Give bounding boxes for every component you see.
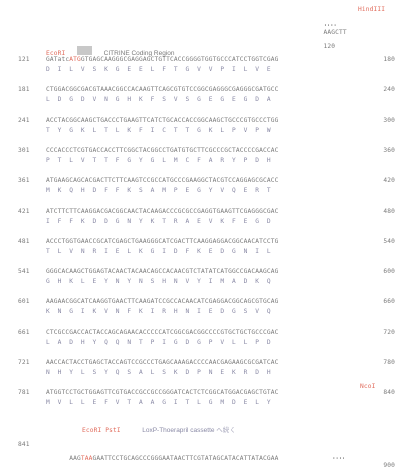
line-number-end: 720 [383,328,395,336]
nucleotide-sequence [46,238,279,245]
line-number-start: 481 [18,237,30,245]
seq-segment: ATCTTCTTCAAGGACGACGGCAACTACAAGACCCGCGCCGAGGTGAAGTTCGAGGGCGAC [46,207,279,215]
nucleotide-sequence [46,329,279,336]
line-number-end: 240 [383,86,395,94]
sequence-block [0,329,405,349]
seq-segment: GATatc [46,56,70,63]
nucleotide-sequence [46,298,279,305]
seq-segment: ATGAAGCAGCACGACTTCTTCAAGTCCGCCATGCCCGAAGGCTACGTCCAGGAGCGCACC [46,177,279,185]
top-sequence: AAGCTT [323,29,347,36]
sequence-block [0,208,405,228]
amino-acid-translation: T L V N R I E L K G I D F K E D G N I L [46,247,271,255]
line-number-start: 301 [18,146,30,154]
line-number-end: 180 [383,56,395,63]
sequence-block [0,177,405,197]
amino-acid-translation: I F F K D D G N Y K T R A E V K F E G D [46,217,271,225]
sequence-block [0,359,405,379]
sequence-block [0,86,405,106]
ecori-psti-label: EcoRI PstI [82,427,121,434]
line-number-end: 600 [383,268,395,276]
amino-acid-translation: L A D H Y Q Q N T P I G D G P V L L P D [46,338,271,346]
nucleotide-sequence [46,56,279,63]
nucleotide-sequence [46,268,279,275]
amino-acid-translation: T Y G K L T L K F I C T T G K L P V P W [46,126,271,134]
highlight-box [77,46,92,55]
line-number-end: 900 [383,462,395,469]
stop-codon: TAA [80,455,93,462]
bottom-annotation-line [82,425,236,434]
sequence-block [0,389,405,409]
nucleotide-sequence [46,208,279,215]
line-number-end: 540 [383,237,395,245]
nucleotide-sequence [46,389,279,396]
seq-segment: CTCGCCGACCACTACCAGCAGAACACCCCCATCGGCGACGGCCCCGTGCTGCTGCCCGAC [46,328,279,336]
line-number-end: 300 [383,116,395,124]
continuation-dots: ···· [323,22,337,29]
nucleotide-sequence [46,359,279,366]
ncoi-label: NcoI [360,383,376,390]
sequence-block [0,298,405,318]
amino-acid-translation: D I L V S K G E E L F T G V V P I L V E [46,66,271,73]
top-line-number: 120 [323,43,336,50]
line-number-start: 601 [18,298,30,306]
ecori-label: EcoRI [46,50,66,57]
sequence-block [0,56,405,76]
amino-acid-translation: K N G I K V N F K I R H N I E D G S V Q [46,308,271,316]
line-number-end: 480 [383,207,395,215]
line-number-start: 241 [18,116,30,124]
nucleotide-sequence [46,177,279,184]
seq-segment: AAGAACGGCATCAAGGTGAACTTCAAGATCCGCCACAACATCGAGGACGGCAGCGTGCAG [46,298,279,306]
cassette-label: LoxP-Thoerapril cassette へ続く [142,427,236,434]
seq-segment: AACCACTACCTGAGCTACCAGTCCGCCCTGAGCAAAGACCCCAACGAGAAGCGCGATCAC [46,359,279,366]
sequence-block [0,147,405,167]
seq-segment: GTGAGCAAGGGCGAGGAGCTGTTCACCGGGGTGGTGCCCATCCTGGTCGAG [80,56,279,63]
line-number-start: 841 [18,441,30,448]
amino-acid-translation: M V L L E F V T A A G I T L G M D E L Y [46,399,271,407]
seq-segment: GAATTCCTGCAGCCCGGGAATAACTTCGTATAGCATACATTATACGAA [92,455,279,462]
region-title: CITRINE Coding Region [103,50,175,57]
sequence-block [0,238,405,258]
amino-acid-translation: M K Q H D F F K S A M P E G Y V Q E R T [46,187,271,195]
line-number-start: 361 [18,177,30,185]
seq-segment: ACCCTGGTGAACCGCATCGAGCTGAAGGGCATCGACTTCAAGGAGGACGGCAACATCCTG [46,237,279,245]
nucleotide-sequence [46,147,279,154]
line-number-start: 181 [18,86,30,94]
seq-segment: ACCTACGGCAAGCTGACCCTGAAGTTCATCTGCACCACCGGCAAGCTGCCCGTGCCCTGG [46,116,279,124]
line-number-start: 721 [18,359,30,366]
line-number-start: 421 [18,207,30,215]
amino-acid-translation: P T L V T T F G Y G L M C F A R Y P D H [46,156,271,164]
start-codon: ATG [69,56,81,63]
line-number-end: 660 [383,298,395,306]
line-number-start: 781 [18,389,30,397]
amino-acid-translation: G H K L E Y N Y N S H N V Y I M A D K Q [46,278,271,286]
line-number-end: 840 [383,389,395,397]
nucleotide-sequence [46,117,279,124]
seq-segment: GGGCACAAGCTGGAGTACAACTACAACAGCCACAACGTCTATATCATGGCCGACAAGCAG [46,268,279,276]
line-number-start: 661 [18,328,30,336]
sequence-block [0,268,405,288]
seq-segment: CCCACCCTCGTGACCACCTTCGGCTACGGCCTGATGTGCTTCGCCCGCTACCCCGACCAC [46,146,279,154]
top-sequence-line [308,15,347,57]
seq-segment: AAG [69,455,81,462]
sequence-block [0,117,405,137]
seq-segment: CTGGACGGCGACGTAAACGGCCACAAGTTCAGCGTGTCCGGCGAGGGCGAGGGCGATGCC [46,86,279,94]
line-number-start: 121 [18,56,30,63]
amino-acid-translation: N H Y L S Y Q S A L S K D P N E K R D H [46,369,271,376]
line-number-end: 420 [383,177,395,185]
bottom-sequence [46,448,279,469]
nucleotide-sequence [46,86,279,93]
line-number-end: 780 [383,359,395,366]
amino-acid-translation: L D G D V N G H K F S V S G E G E G D A [46,96,271,104]
hindiii-label: HindIII [358,6,386,13]
continuation-dots: ···· [332,455,345,462]
bottom-sequence-row [0,434,405,469]
line-number-end: 360 [383,146,395,154]
line-number-start: 541 [18,268,30,276]
seq-segment: ATGGTCCTGCTGGAGTTCGTGACCGCCGCCGGGATCACTCTCGGCATGGACGAGCTGTAC [46,389,279,397]
